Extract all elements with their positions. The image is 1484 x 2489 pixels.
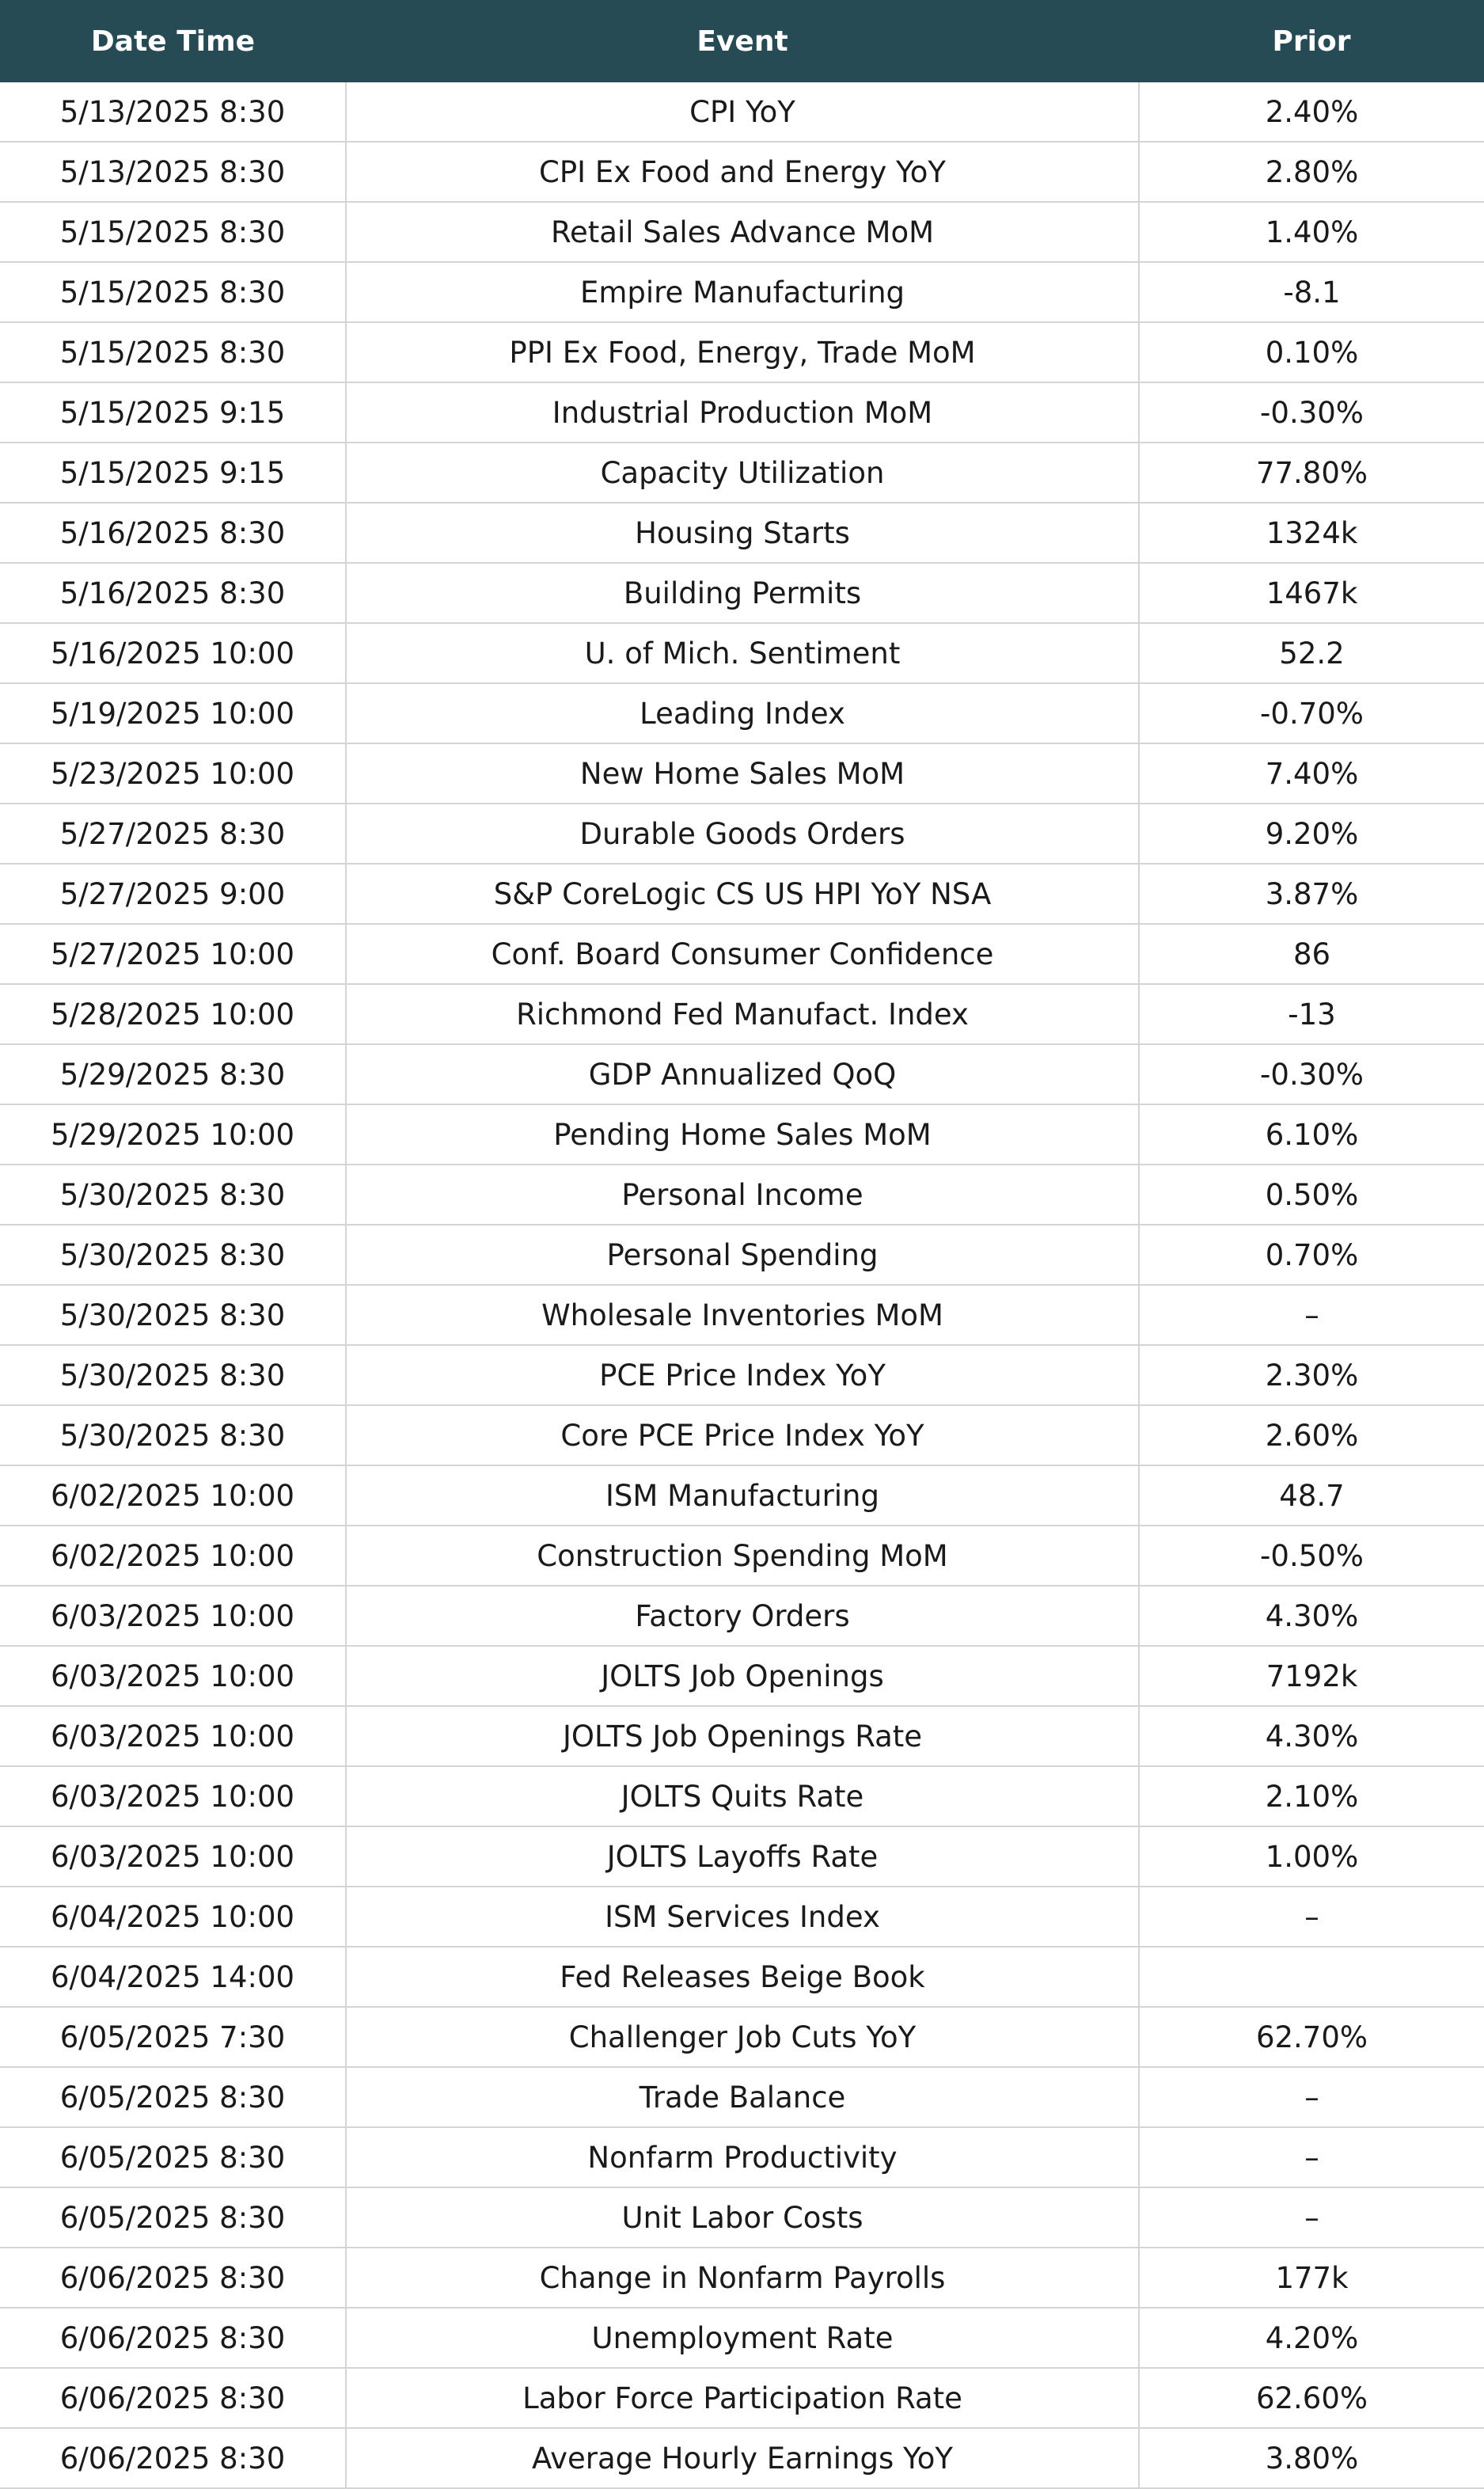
prior-cell: 62.70% (1139, 2007, 1484, 2067)
prior-cell: 86 (1139, 924, 1484, 984)
table-row (0, 443, 1484, 503)
event-cell: JOLTS Job Openings (346, 1646, 1139, 1706)
date-time-cell: 5/15/2025 8:30 (0, 322, 346, 382)
prior-cell: -8.1 (1139, 262, 1484, 322)
date-time-cell: 5/15/2025 9:15 (0, 382, 346, 443)
event-cell: ISM Services Index (346, 1887, 1139, 1947)
date-time-cell: 5/27/2025 10:00 (0, 924, 346, 984)
table-row (0, 864, 1484, 924)
date-time-cell: 6/04/2025 14:00 (0, 1947, 346, 2007)
event-cell: CPI YoY (346, 82, 1139, 142)
prior-cell: 2.10% (1139, 1766, 1484, 1826)
table-row (0, 924, 1484, 984)
prior-cell (1139, 1947, 1484, 2007)
event-cell: ISM Manufacturing (346, 1465, 1139, 1526)
prior-cell: 62.60% (1139, 2368, 1484, 2428)
prior-cell: 1324k (1139, 503, 1484, 563)
prior-cell: -0.70% (1139, 683, 1484, 743)
event-cell: Industrial Production MoM (346, 382, 1139, 443)
table-row (0, 1706, 1484, 1766)
date-time-cell: 6/03/2025 10:00 (0, 1826, 346, 1887)
event-cell: CPI Ex Food and Energy YoY (346, 142, 1139, 202)
date-time-cell: 5/15/2025 9:15 (0, 443, 346, 503)
date-time-cell: 5/30/2025 8:30 (0, 1225, 346, 1285)
table-row (0, 382, 1484, 443)
table-row (0, 2308, 1484, 2368)
prior-cell: -13 (1139, 984, 1484, 1044)
table-row (0, 1465, 1484, 1526)
event-cell: New Home Sales MoM (346, 743, 1139, 804)
date-time-cell: 5/29/2025 8:30 (0, 1044, 346, 1104)
event-cell: PPI Ex Food, Energy, Trade MoM (346, 322, 1139, 382)
event-cell: Unemployment Rate (346, 2308, 1139, 2368)
event-cell: Pending Home Sales MoM (346, 1104, 1139, 1165)
event-cell: Retail Sales Advance MoM (346, 202, 1139, 262)
date-time-cell: 5/27/2025 8:30 (0, 804, 346, 864)
event-cell: Core PCE Price Index YoY (346, 1405, 1139, 1465)
event-cell: Challenger Job Cuts YoY (346, 2007, 1139, 2067)
table-row (0, 1104, 1484, 1165)
prior-cell: 48.7 (1139, 1465, 1484, 1526)
prior-cell: 0.50% (1139, 1165, 1484, 1225)
event-cell: Labor Force Participation Rate (346, 2368, 1139, 2428)
date-time-cell: 5/27/2025 9:00 (0, 864, 346, 924)
date-time-cell: 6/06/2025 8:30 (0, 2428, 346, 2488)
prior-cell: 7.40% (1139, 743, 1484, 804)
table-row (0, 1345, 1484, 1405)
date-time-cell: 6/06/2025 8:30 (0, 2368, 346, 2428)
table-row (0, 984, 1484, 1044)
date-time-cell: 6/03/2025 10:00 (0, 1646, 346, 1706)
event-cell: Building Permits (346, 563, 1139, 623)
table-row (0, 262, 1484, 322)
event-cell: Housing Starts (346, 503, 1139, 563)
table-row (0, 743, 1484, 804)
table-row (0, 563, 1484, 623)
date-time-cell: 6/06/2025 8:30 (0, 2308, 346, 2368)
table-row (0, 1646, 1484, 1706)
event-cell: Richmond Fed Manufact. Index (346, 984, 1139, 1044)
prior-cell: 1467k (1139, 563, 1484, 623)
table-row (0, 1887, 1484, 1947)
table-row (0, 1405, 1484, 1465)
table-header (0, 0, 1484, 82)
table-row (0, 2067, 1484, 2127)
event-cell: Change in Nonfarm Payrolls (346, 2248, 1139, 2308)
date-time-cell: 6/03/2025 10:00 (0, 1766, 346, 1826)
table-row (0, 1766, 1484, 1826)
prior-cell: 1.00% (1139, 1826, 1484, 1887)
date-time-cell: 5/16/2025 10:00 (0, 623, 346, 683)
date-time-cell: 6/05/2025 8:30 (0, 2127, 346, 2187)
date-time-cell: 6/03/2025 10:00 (0, 1706, 346, 1766)
date-time-cell: 5/13/2025 8:30 (0, 142, 346, 202)
table-row (0, 142, 1484, 202)
prior-cell: -0.30% (1139, 382, 1484, 443)
event-cell: Trade Balance (346, 2067, 1139, 2127)
prior-cell: 0.70% (1139, 1225, 1484, 1285)
date-time-cell: 5/30/2025 8:30 (0, 1405, 346, 1465)
prior-cell: 2.30% (1139, 1345, 1484, 1405)
table-row (0, 1225, 1484, 1285)
event-cell: Personal Income (346, 1165, 1139, 1225)
prior-cell: – (1139, 2127, 1484, 2187)
column-header-event: Event (346, 0, 1139, 82)
header-row (0, 0, 1484, 82)
date-time-cell: 5/30/2025 8:30 (0, 1285, 346, 1345)
event-cell: JOLTS Layoffs Rate (346, 1826, 1139, 1887)
date-time-cell: 5/15/2025 8:30 (0, 262, 346, 322)
event-cell: Nonfarm Productivity (346, 2127, 1139, 2187)
date-time-cell: 5/30/2025 8:30 (0, 1165, 346, 1225)
table-row (0, 1165, 1484, 1225)
event-cell: Average Hourly Earnings YoY (346, 2428, 1139, 2488)
table-row (0, 1826, 1484, 1887)
date-time-cell: 5/28/2025 10:00 (0, 984, 346, 1044)
table-row (0, 2248, 1484, 2308)
prior-cell: 2.60% (1139, 1405, 1484, 1465)
date-time-cell: 6/05/2025 8:30 (0, 2187, 346, 2248)
table-row (0, 82, 1484, 142)
table-row (0, 1586, 1484, 1646)
table-row (0, 1285, 1484, 1345)
column-header-date-time: Date Time (0, 0, 346, 82)
prior-cell: 1.40% (1139, 202, 1484, 262)
prior-cell: 3.87% (1139, 864, 1484, 924)
table-row (0, 804, 1484, 864)
table-row (0, 1044, 1484, 1104)
event-cell: Conf. Board Consumer Confidence (346, 924, 1139, 984)
date-time-cell: 5/29/2025 10:00 (0, 1104, 346, 1165)
table-row (0, 2127, 1484, 2187)
event-cell: S&P CoreLogic CS US HPI YoY NSA (346, 864, 1139, 924)
prior-cell: 3.80% (1139, 2428, 1484, 2488)
date-time-cell: 5/16/2025 8:30 (0, 563, 346, 623)
date-time-cell: 6/03/2025 10:00 (0, 1586, 346, 1646)
prior-cell: 6.10% (1139, 1104, 1484, 1165)
event-cell: Leading Index (346, 683, 1139, 743)
date-time-cell: 5/23/2025 10:00 (0, 743, 346, 804)
table-row (0, 2428, 1484, 2488)
table-row (0, 2368, 1484, 2428)
event-cell: Durable Goods Orders (346, 804, 1139, 864)
event-cell: Wholesale Inventories MoM (346, 1285, 1139, 1345)
table-body (0, 82, 1484, 2488)
date-time-cell: 5/15/2025 8:30 (0, 202, 346, 262)
table-row (0, 683, 1484, 743)
column-header-prior: Prior (1139, 0, 1484, 82)
date-time-cell: 6/05/2025 7:30 (0, 2007, 346, 2067)
date-time-cell: 6/04/2025 10:00 (0, 1887, 346, 1947)
event-cell: Empire Manufacturing (346, 262, 1139, 322)
date-time-cell: 5/19/2025 10:00 (0, 683, 346, 743)
table-row (0, 623, 1484, 683)
prior-cell: 9.20% (1139, 804, 1484, 864)
event-cell: Factory Orders (346, 1586, 1139, 1646)
prior-cell: 77.80% (1139, 443, 1484, 503)
date-time-cell: 5/30/2025 8:30 (0, 1345, 346, 1405)
event-cell: GDP Annualized QoQ (346, 1044, 1139, 1104)
table-row (0, 503, 1484, 563)
prior-cell: 177k (1139, 2248, 1484, 2308)
prior-cell: 4.20% (1139, 2308, 1484, 2368)
event-cell: JOLTS Job Openings Rate (346, 1706, 1139, 1766)
prior-cell: – (1139, 1285, 1484, 1345)
table-row (0, 2187, 1484, 2248)
date-time-cell: 5/16/2025 8:30 (0, 503, 346, 563)
date-time-cell: 6/02/2025 10:00 (0, 1465, 346, 1526)
event-cell: U. of Mich. Sentiment (346, 623, 1139, 683)
prior-cell: -0.50% (1139, 1526, 1484, 1586)
event-cell: JOLTS Quits Rate (346, 1766, 1139, 1826)
table-row (0, 2007, 1484, 2067)
prior-cell: – (1139, 2067, 1484, 2127)
date-time-cell: 6/06/2025 8:30 (0, 2248, 346, 2308)
date-time-cell: 6/02/2025 10:00 (0, 1526, 346, 1586)
prior-cell: 2.40% (1139, 82, 1484, 142)
table-row (0, 202, 1484, 262)
event-cell: Personal Spending (346, 1225, 1139, 1285)
prior-cell: – (1139, 1887, 1484, 1947)
event-cell: Fed Releases Beige Book (346, 1947, 1139, 2007)
prior-cell: 52.2 (1139, 623, 1484, 683)
prior-cell: – (1139, 2187, 1484, 2248)
event-cell: Unit Labor Costs (346, 2187, 1139, 2248)
event-cell: PCE Price Index YoY (346, 1345, 1139, 1405)
table-row (0, 322, 1484, 382)
prior-cell: 2.80% (1139, 142, 1484, 202)
table-row (0, 1526, 1484, 1586)
table-row (0, 1947, 1484, 2007)
prior-cell: 7192k (1139, 1646, 1484, 1706)
date-time-cell: 5/13/2025 8:30 (0, 82, 346, 142)
event-cell: Construction Spending MoM (346, 1526, 1139, 1586)
prior-cell: 4.30% (1139, 1586, 1484, 1646)
prior-cell: -0.30% (1139, 1044, 1484, 1104)
date-time-cell: 6/05/2025 8:30 (0, 2067, 346, 2127)
prior-cell: 4.30% (1139, 1706, 1484, 1766)
event-cell: Capacity Utilization (346, 443, 1139, 503)
prior-cell: 0.10% (1139, 322, 1484, 382)
